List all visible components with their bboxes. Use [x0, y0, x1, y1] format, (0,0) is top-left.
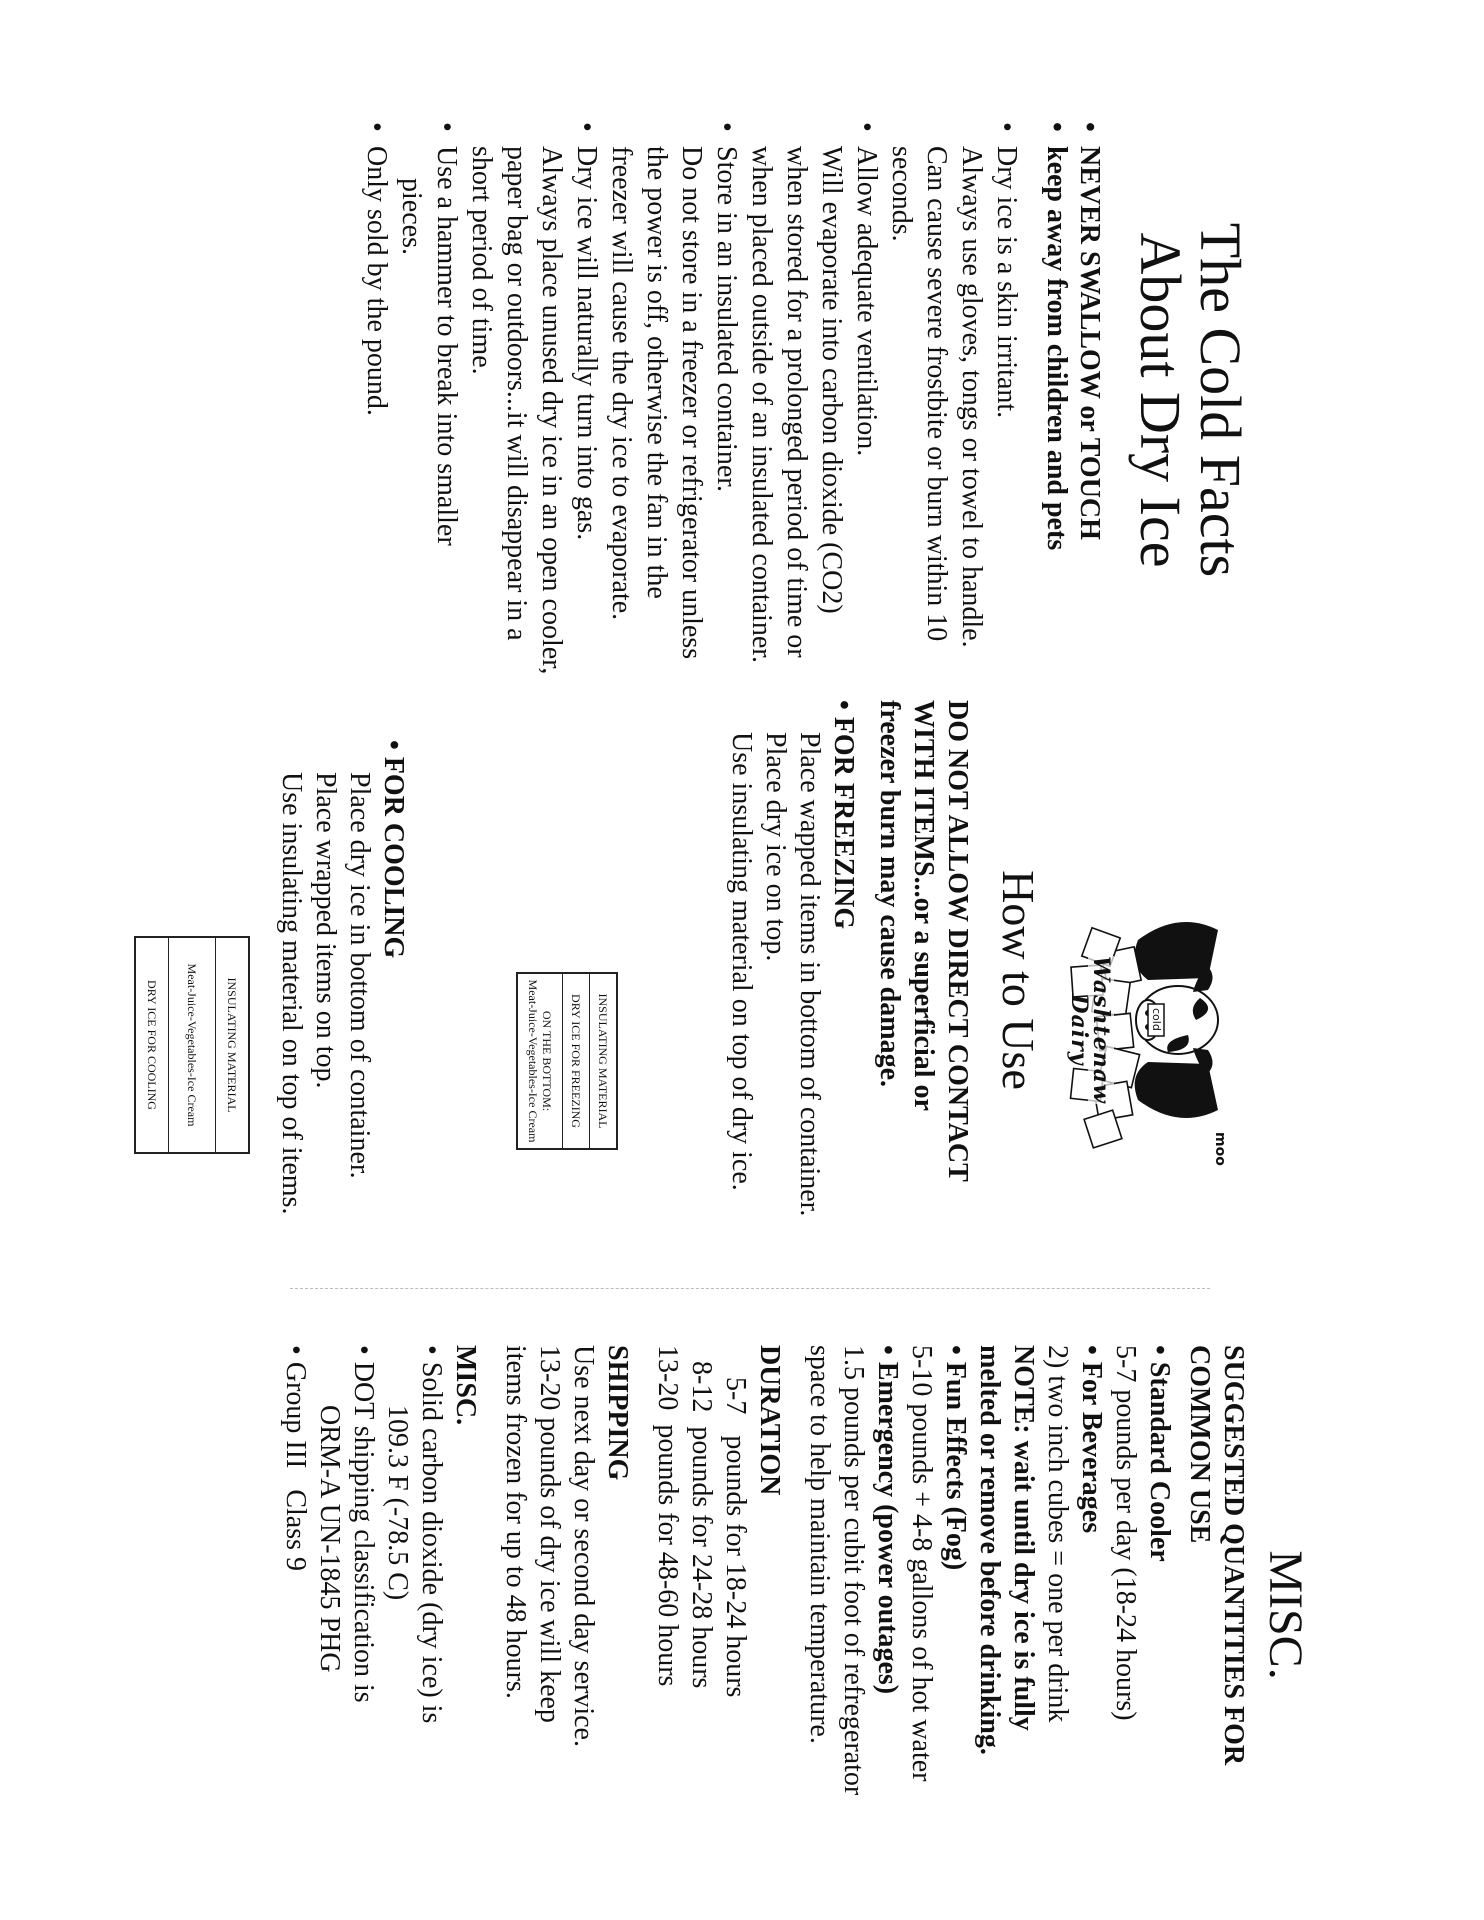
fact-body: Always use gloves, tongs or towel to handle. Can cause severe frostbite or burn within 10 seconds. — [886, 146, 987, 648]
shipping-line: 13-20 pounds of dry ice will keep — [534, 1345, 565, 1723]
list-item — [359, 120, 394, 680]
warning-line: WITH ITEMS...or a superficial or — [908, 700, 939, 1111]
fact-head: • Use a hammer to break into smaller — [431, 146, 462, 546]
misc-line: • Group III Class 9 — [280, 1345, 311, 1572]
facts-list — [359, 120, 1024, 680]
fact-head: • Dry ice will naturally turn into gas. — [571, 146, 602, 541]
suggested-heading: SUGGESTED QUANTITIES FOR — [1218, 1345, 1249, 1766]
freezing-line: Place wapped items in bottom of container. — [794, 732, 825, 1217]
freezing-diagram — [516, 972, 618, 1148]
fact-head: • Store in an insulated container. — [711, 146, 742, 493]
fact-head: • Dry ice is a skin irritant. — [991, 146, 1022, 419]
shipping-line: items frozen for up to 48 hours. — [500, 1345, 531, 1699]
cooling-line: Use insulating material on top of items. — [276, 772, 307, 1215]
diagram-layer: DRY ICE FOR COOLING — [145, 980, 159, 1110]
diagram-layer: INSULATING MATERIAL — [215, 938, 248, 1152]
warning-line: freezer burn may cause damage. — [874, 700, 905, 1087]
list-item — [604, 120, 744, 680]
emergency-line: 1.5 pounds per cubit foot of refregerator — [838, 1345, 869, 1796]
standard-cooler-body: 5-7 pounds per day (18-24 hours) — [1110, 1345, 1141, 1721]
title-line-2: About Dry Ice — [1128, 232, 1193, 568]
misc-line: • Solid carbon dioxide (dry ice) is — [416, 1345, 447, 1724]
right-panel — [210, 1345, 1310, 1885]
list-item — [464, 120, 604, 680]
standard-cooler-head: • Standard Cooler — [1144, 1345, 1175, 1562]
left-panel — [150, 120, 1253, 680]
fact-body: Do not store in a freezer or refrigerator unless the power is off, otherwise the fan in the freezer will cause the dry ice to evaporate. — [606, 146, 707, 660]
cooling-heading: • FOR COOLING — [378, 740, 409, 959]
duration-row: 5-7 pounds for 18-24 hours — [720, 1377, 751, 1698]
brand-name — [1068, 870, 1112, 1190]
cold-tag-text: cold — [1150, 1008, 1163, 1031]
fun-effects-head: • Fun Effects (Fog) — [940, 1345, 971, 1571]
beverages-note: NOTE: wait until dry ice is fully — [1008, 1345, 1039, 1731]
cooling-line: Place dry ice in bottom of container. — [344, 772, 375, 1179]
cooling-section — [274, 740, 410, 1220]
moo-text: moo — [1212, 1132, 1228, 1166]
brand-line-1: Washtenaw — [1088, 956, 1114, 1104]
panel-title: How to Use — [993, 870, 1044, 1090]
fact-head: • Allow adequate ventilation. — [851, 146, 882, 457]
shipping-head: SHIPPING — [602, 1345, 633, 1481]
title-line-1: The Cold Facts — [1188, 222, 1253, 578]
list-item — [394, 120, 464, 680]
beverages-line: 2) two inch cubes = one per drink — [1042, 1345, 1073, 1723]
duration-head: DURATION — [754, 1345, 785, 1496]
suggested-heading: COMMON USE — [1184, 1345, 1215, 1544]
brand-line-2: Dairy — [1066, 994, 1092, 1066]
warning-list — [1040, 120, 1106, 680]
duration-row: 13-20 pounds for 48-60 hours — [652, 1345, 683, 1687]
emergency-head: • Emergency (power outages) — [872, 1345, 903, 1695]
duration-row: 8-12 pounds for 24-28 hours — [686, 1361, 717, 1689]
shipping-line: Use next day or second day service. — [568, 1345, 599, 1747]
fact-body: Always place unused dry ice in an open cooler, paper bag or outdoors...it will disappear in a short period of time. — [466, 146, 567, 675]
freezing-line: Use insulating material on top of dry ice. — [726, 732, 757, 1191]
diagram-layer: DRY ICE FOR FREEZING — [562, 974, 589, 1148]
beverages-note: melted or remove before drinking. — [974, 1345, 1005, 1755]
emergency-line: space to help maintain temperature. — [804, 1345, 835, 1744]
misc-line: 109.3 F (-78.5 C) — [382, 1405, 413, 1601]
list-item — [744, 120, 884, 680]
cooling-diagram — [134, 936, 250, 1152]
misc-line: ORM-A UN-1845 PHG — [314, 1405, 345, 1673]
list-item — [884, 120, 1024, 680]
fold-line — [290, 1288, 1210, 1289]
diagram-layer: INSULATING MATERIAL — [589, 974, 616, 1148]
fact-body: Will evaporate into carbon dioxide (CO2) when stored for a prolonged period of time or when placed outside of an insulated container. — [746, 146, 847, 664]
fact-body: pieces. — [396, 178, 427, 255]
washtenaw-dairy-logo — [1068, 870, 1248, 1190]
beverages-head: • For Beverages — [1076, 1345, 1107, 1534]
warning-item: • keep away from children and pets — [1040, 120, 1073, 680]
freezing-heading: • FOR FREEZING — [828, 700, 859, 930]
misc-head: MISC. — [450, 1345, 481, 1426]
fun-effects-body: 5-10 pounds + 4-8 gallons of hot water — [906, 1345, 937, 1782]
panel-title — [1128, 120, 1253, 680]
diagram-layer: ON THE BOTTOM: Meat-Juice-Vegetables-Ice Cream — [526, 979, 554, 1143]
fact-head: • Only sold by the pound. — [361, 146, 392, 416]
misc-line: • DOT shipping classification is — [348, 1345, 379, 1703]
freezing-line: Place dry ice on top. — [760, 732, 791, 962]
cooling-line: Place wrapped items on top. — [310, 772, 341, 1089]
diagram-layer: Meat-Juice-Vegetables-Ice Cream — [168, 938, 215, 1152]
warning-item: • NEVER SWALLOW or TOUCH — [1073, 120, 1106, 680]
panel-title: MISC. — [1259, 1550, 1312, 1680]
warning-line: DO NOT ALLOW DIRECT CONTACT — [942, 700, 973, 1182]
